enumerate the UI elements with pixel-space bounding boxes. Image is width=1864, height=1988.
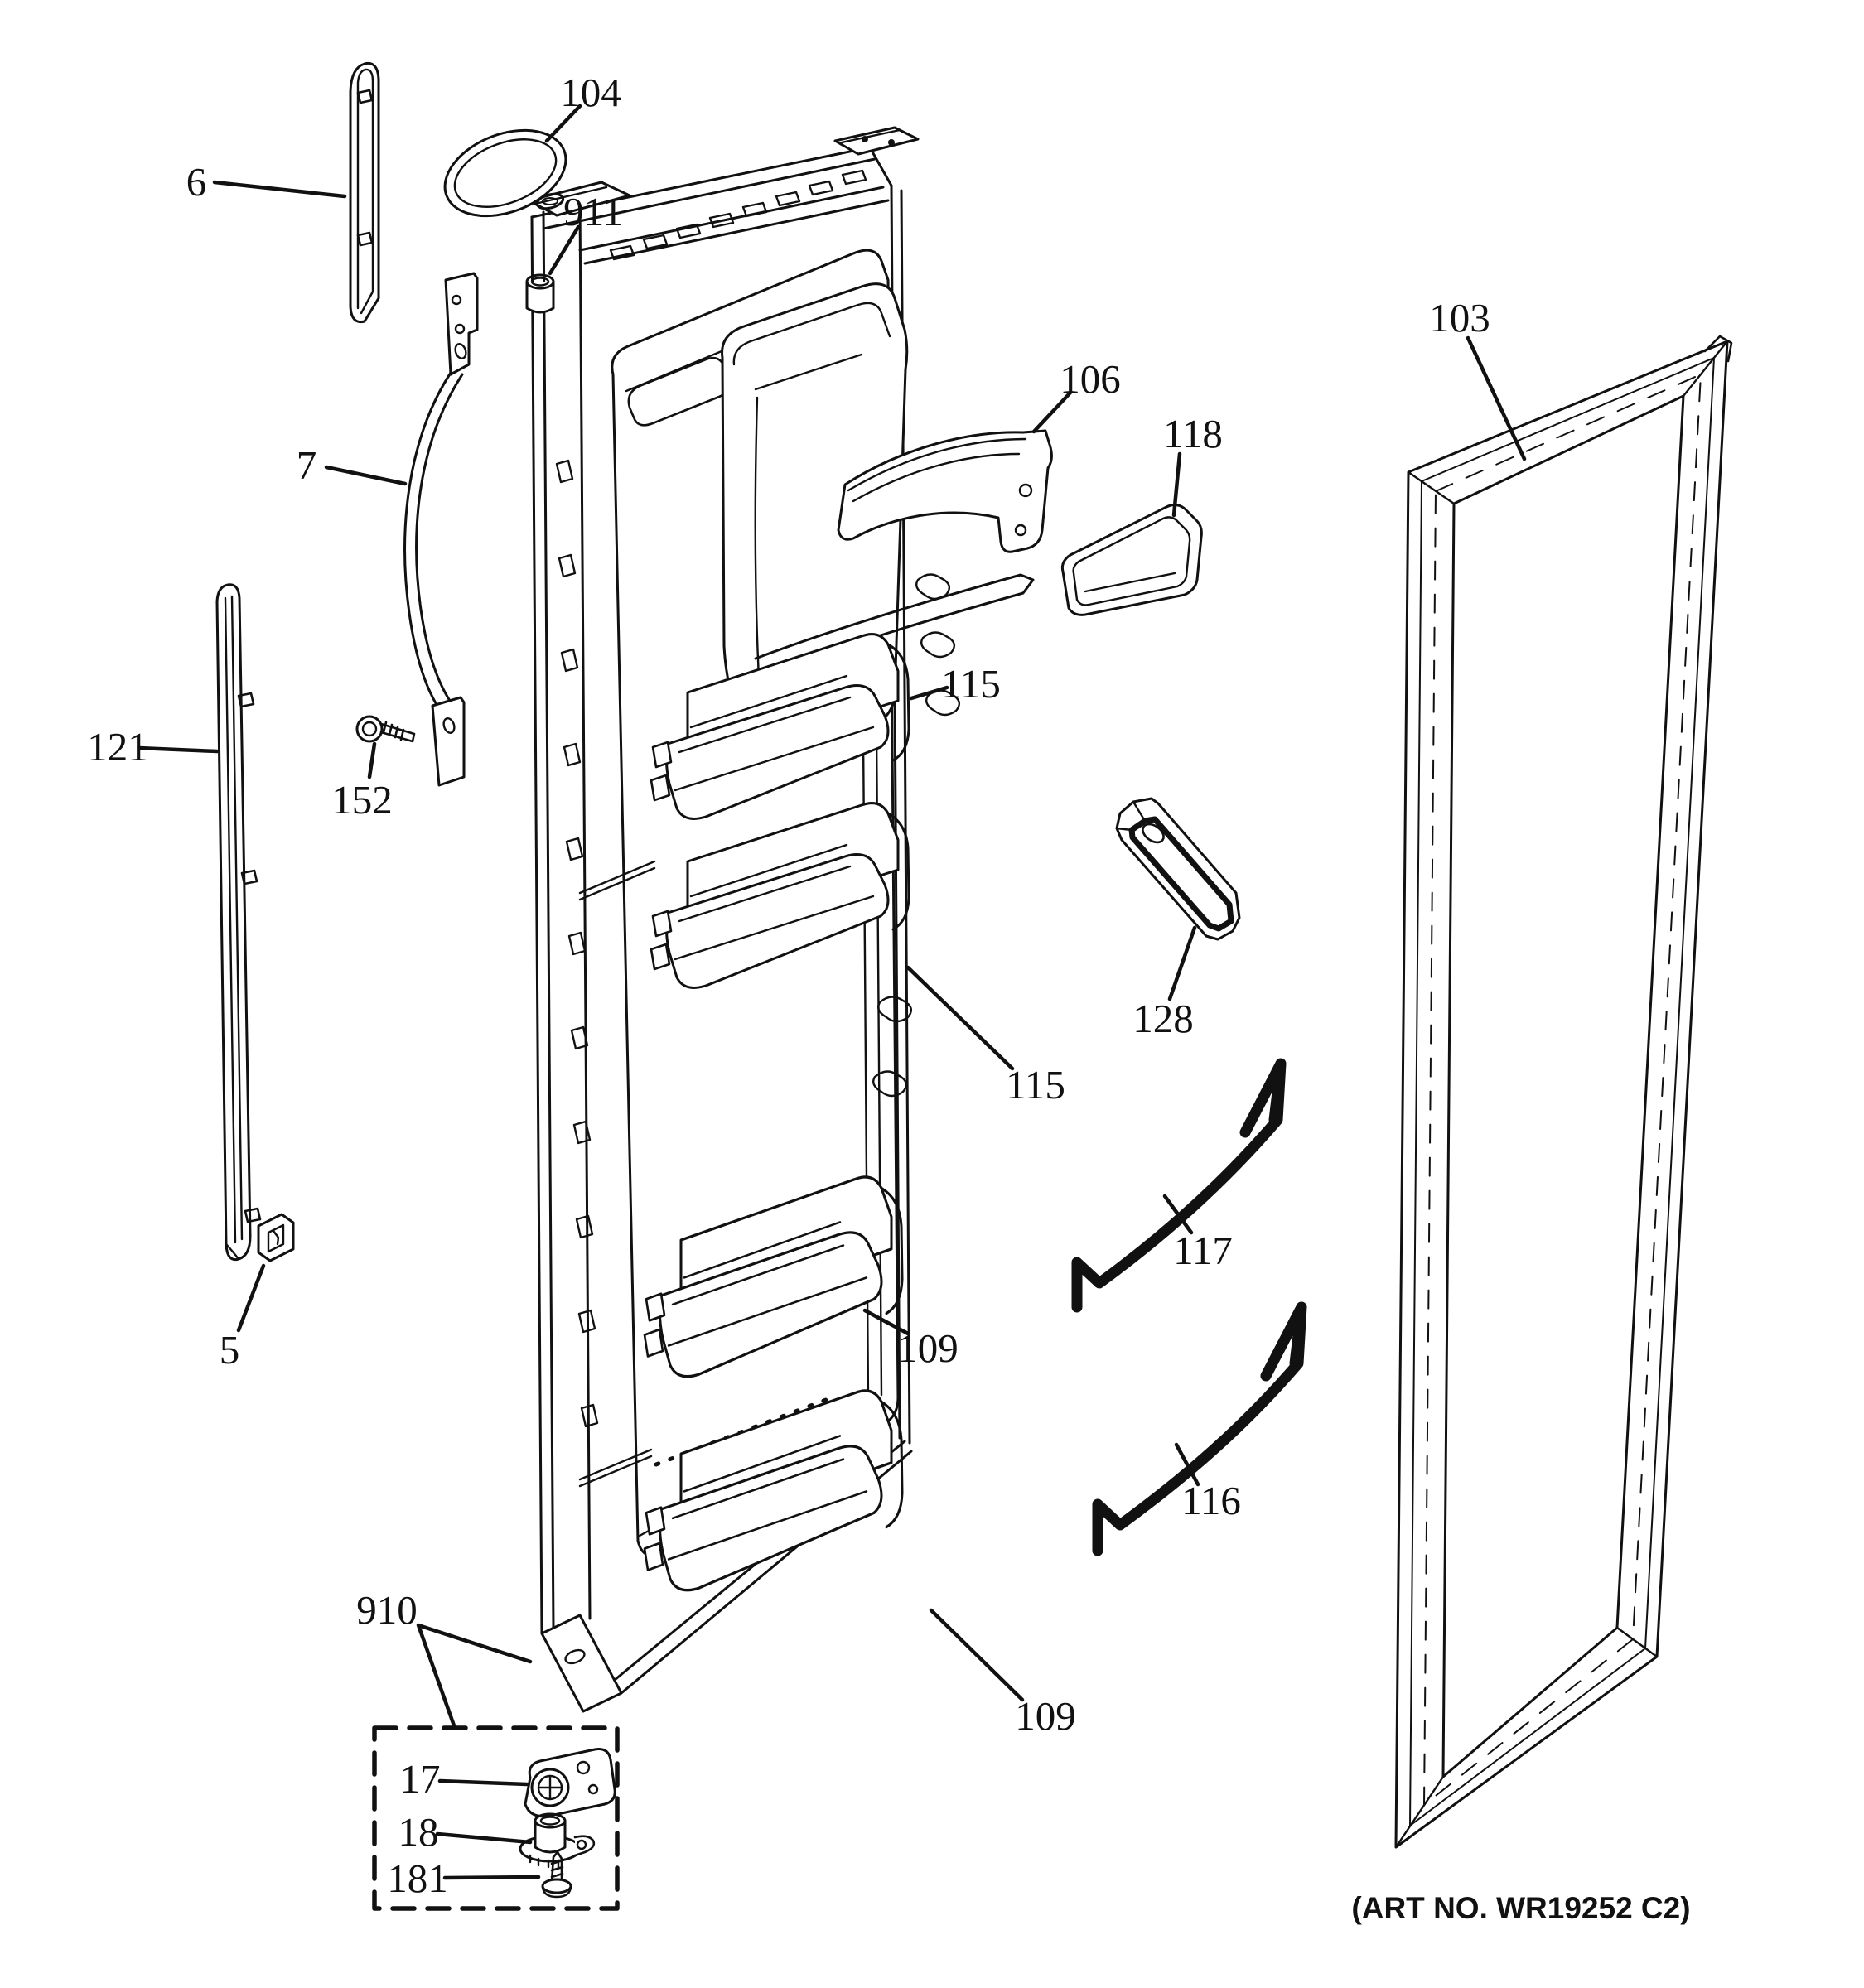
callout-128-label: 128	[1132, 996, 1194, 1041]
door-bottom-foot	[542, 1615, 621, 1711]
door-side-ladder-slots	[557, 461, 597, 1426]
screw-152	[357, 717, 414, 741]
callout-118-label: 118	[1163, 411, 1223, 456]
door-left-edge-lines	[532, 204, 590, 1633]
side-trim-121	[217, 585, 260, 1260]
callout-910-label: 910	[356, 1587, 418, 1633]
handle-assembly-7	[405, 273, 477, 785]
screw-152-head-inner	[363, 722, 376, 736]
callout-115-lower-leader	[908, 967, 1012, 1069]
callout-7-label: 7	[296, 442, 317, 488]
callout-115-lower-label: 115	[1006, 1062, 1065, 1107]
callout-911-label: 911	[563, 189, 623, 234]
hinge-plate-17	[525, 1749, 615, 1817]
callout-115-upper-label: 115	[941, 661, 1001, 707]
bracket-128-outline	[1117, 799, 1239, 939]
callout-109-lower-leader	[931, 1610, 1022, 1700]
handle-7-grip-outer	[405, 373, 451, 716]
callout-17-leader	[440, 1781, 527, 1784]
callout-152-leader	[369, 744, 374, 777]
callout-7-leader	[326, 467, 405, 484]
callout-117-label: 117	[1173, 1228, 1233, 1273]
callout-6-label: 6	[186, 159, 207, 205]
callout-910-leader	[418, 1625, 530, 1728]
bracket-128	[1117, 799, 1239, 939]
callout-103-leader	[1468, 338, 1524, 459]
door-gasket-103	[1396, 336, 1731, 1847]
liner-shelf-rails	[580, 861, 654, 1486]
callout-6-leader	[215, 182, 345, 196]
callout-103-label: 103	[1429, 295, 1490, 340]
callout-17-label: 17	[399, 1756, 441, 1802]
callout-5-leader	[239, 1266, 263, 1330]
gasket-rib-1	[1410, 358, 1714, 1826]
hinge-bushing-18	[520, 1814, 594, 1867]
callout-121-label: 121	[87, 724, 148, 770]
clip-5-body	[258, 1214, 293, 1261]
gasket-inner	[1443, 396, 1683, 1777]
door-bin-115-upper	[651, 635, 909, 819]
callout-116-label: 116	[1181, 1478, 1241, 1523]
callout-104-label: 104	[560, 70, 621, 115]
callout-106-label: 106	[1060, 356, 1121, 402]
handle-7-bottom-plate	[432, 697, 464, 785]
tray-118	[1062, 504, 1201, 615]
screw-152-head	[357, 717, 382, 741]
callout-128-leader	[1170, 928, 1195, 999]
door-bin-115-lower	[651, 803, 909, 988]
top-trim-6	[350, 63, 379, 321]
callout-109-upper-label: 109	[897, 1325, 959, 1371]
callout-18-label: 18	[398, 1809, 439, 1855]
callout-152-label: 152	[331, 777, 393, 823]
screw-152-shaft	[381, 722, 414, 741]
cap-screw-dot-1	[862, 136, 868, 142]
screw-181-head-top	[543, 1879, 571, 1893]
callout-5-label: 5	[219, 1327, 240, 1373]
callout-181-label: 181	[387, 1855, 448, 1901]
callout-181-leader	[445, 1877, 538, 1878]
door-bin-109-lower	[645, 1391, 902, 1590]
callout-109-lower-label: 109	[1015, 1693, 1076, 1739]
clip-5	[258, 1214, 293, 1261]
door-bin-109-upper	[645, 1177, 902, 1377]
plug-911	[527, 275, 553, 312]
handle-7-grip-inner	[417, 374, 462, 709]
cap-screw-dot-2	[888, 139, 895, 146]
door-top-rail-slots	[611, 171, 866, 259]
callout-121-leader	[139, 748, 217, 751]
callout-18-leader	[437, 1834, 530, 1842]
art-number: (ART NO. WR19252 C2)	[1351, 1891, 1691, 1925]
